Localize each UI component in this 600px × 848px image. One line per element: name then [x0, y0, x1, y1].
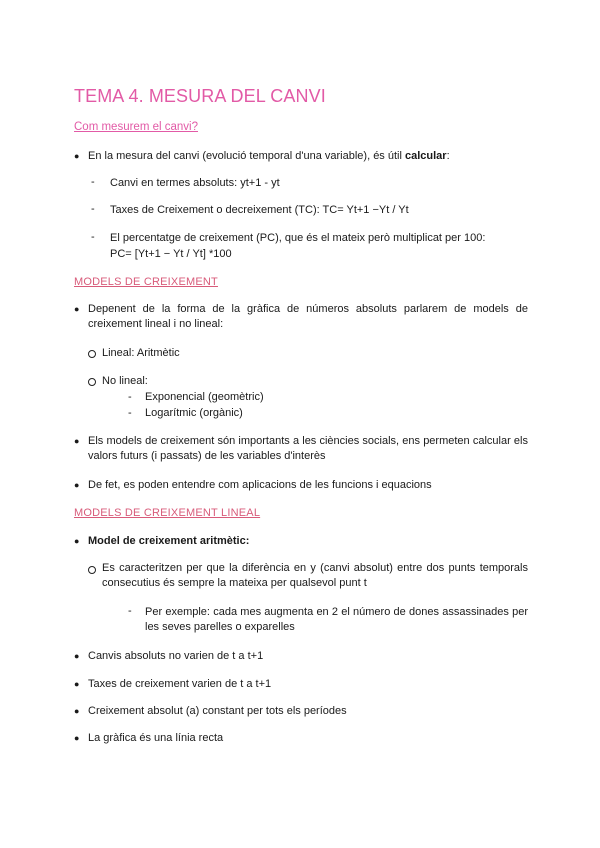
list-item: Taxes de Creixement o decreixement (TC): TC= Yt+1 −Yt / Yt — [110, 204, 409, 216]
list-item: Depenent de la forma de la gràfica de números absoluts parlarem de models de creixement lineal i no lineal: — [88, 303, 528, 330]
dash-icon: - — [128, 605, 132, 617]
section-heading-lineal: MODELS DE CREIXEMENT LINEAL — [74, 507, 261, 519]
list-item-text: : — [446, 150, 450, 162]
circle-bullet-icon — [88, 350, 96, 358]
dash-icon: - — [91, 231, 95, 243]
bullet-icon: ● — [74, 480, 80, 490]
list-item: Es caracteritzen per que la diferència en y (canvi absolut) entre dos punts temporals consecutius és sempre la mateixa per qualsevol punt t — [102, 562, 528, 589]
dash-icon: - — [128, 407, 132, 419]
page-title: TEMA 4. MESURA DEL CANVI — [74, 86, 326, 106]
list-item: No lineal: — [102, 375, 148, 387]
list-item: Canvis absoluts no varien de t a t+1 — [88, 650, 264, 662]
bullet-icon: ● — [74, 151, 80, 161]
dash-icon: - — [91, 176, 95, 188]
list-item: Creixement absolut (a) constant per tots els períodes — [88, 705, 347, 717]
list-item: Per exemple: cada mes augmenta en 2 el número de dones assassinades per les seves parelles o exparelles — [145, 606, 528, 633]
list-item — [88, 149, 450, 164]
bullet-icon: ● — [74, 706, 80, 716]
bullet-icon: ● — [74, 651, 80, 661]
list-item: De fet, es poden entendre com aplicacions de les funcions i equacions — [88, 479, 432, 491]
list-item: Taxes de creixement varien de t a t+1 — [88, 678, 272, 690]
list-item-bold: calcular — [404, 150, 447, 162]
section-heading-models: MODELS DE CREIXEMENT — [74, 276, 218, 288]
bullet-icon: ● — [74, 733, 80, 743]
section-heading-com-mesurem: Com mesurem el canvi? — [74, 121, 198, 133]
list-item: PC= [Yt+1 − Yt / Yt] *100 — [110, 248, 232, 260]
bullet-icon: ● — [74, 304, 80, 314]
circle-bullet-icon — [88, 566, 96, 574]
circle-bullet-icon — [88, 378, 96, 386]
bullet-icon: ● — [74, 536, 80, 546]
dash-icon: - — [91, 203, 95, 215]
list-item: La gràfica és una línia recta — [88, 732, 224, 744]
list-item: Lineal: Aritmètic — [102, 347, 180, 359]
list-item: Logarítmic (orgànic) — [145, 407, 243, 419]
list-item-text: En la mesura del canvi (evolució temporal d'una variable), és útil — [88, 150, 405, 162]
list-item: El percentatge de creixement (PC), que és el mateix però multiplicat per 100: — [110, 232, 486, 244]
list-item: Model de creixement aritmètic: — [88, 535, 250, 547]
list-item: Exponencial (geomètric) — [145, 391, 264, 403]
list-item: Canvi en termes absoluts: yt+1 - yt — [110, 177, 280, 189]
list-item: Els models de creixement són importants a les ciències socials, ens permeten calcular els valors futurs (i passats) de les variables d'interès — [88, 435, 528, 462]
dash-icon: - — [128, 391, 132, 403]
bullet-icon: ● — [74, 679, 80, 689]
bullet-icon: ● — [74, 436, 80, 446]
